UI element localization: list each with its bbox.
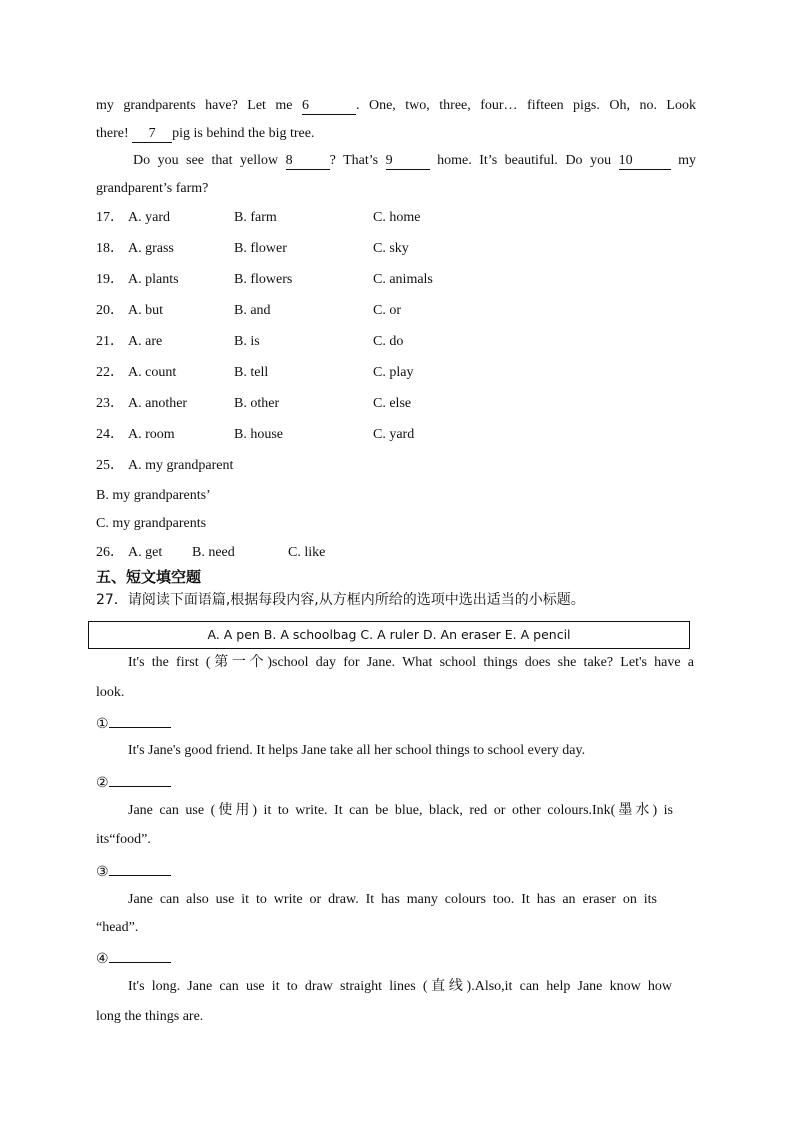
circled-number: ② [96, 776, 109, 791]
passage-text: Do you see that yellow [133, 153, 286, 168]
passage-line-1 [96, 97, 696, 115]
passage-text: my [670, 153, 696, 168]
option-a: A. get [128, 545, 163, 560]
option-c: C. animals [373, 272, 433, 287]
option-a: A. plants [128, 272, 179, 287]
blank-10: 10 [619, 153, 671, 170]
option-c: C. my grandparents [96, 516, 207, 531]
reading-paragraph-4-line-2: long the things are. [96, 1009, 204, 1024]
question-number: 26． [96, 545, 124, 560]
option-a: A. are [128, 334, 163, 349]
circled-number: ③ [96, 865, 109, 880]
question-number: 23． [96, 396, 124, 411]
answer-underline[interactable] [109, 948, 171, 963]
circled-number: ④ [96, 952, 109, 967]
option-b: B. need [192, 545, 235, 560]
answer-blank-3[interactable] [96, 861, 171, 882]
option-a: A. my grandparent [128, 458, 234, 473]
option-b: B. and [234, 303, 271, 318]
passage-text: home. It’s beautiful. Do you [429, 153, 619, 168]
question-number: 22． [96, 365, 124, 380]
passage-line-4: grandparent’s farm? [96, 181, 209, 196]
option-a: A. room [128, 427, 175, 442]
blank-9: 9 [386, 153, 430, 170]
reading-paragraph-1: It's Jane's good friend. It helps Jane take all her school things to school every day. [128, 743, 586, 758]
option-b: B. my grandparents’ [96, 488, 211, 503]
passage-text: ? That’s [329, 153, 386, 168]
options-box: A. A pen B. A schoolbag C. A ruler D. An eraser E. A pencil [88, 621, 690, 649]
question-number: 24． [96, 427, 124, 442]
option-b: B. other [234, 396, 280, 411]
answer-blank-2[interactable] [96, 772, 171, 793]
blank-6: 6 [302, 98, 356, 115]
section-instruction: 27．请阅读下面语篇,根据每段内容,从方框内所给的选项中选出适当的小标题。 [96, 592, 585, 608]
passage-line-3 [133, 152, 696, 170]
reading-paragraph-2-line-2: its“food”. [96, 832, 151, 847]
passage-text: . One, two, three, four… fifteen pigs. Oh, no. Look [356, 98, 696, 113]
option-b: B. flower [234, 241, 287, 256]
question-number: 21． [96, 334, 124, 349]
reading-intro-line-2: look. [96, 685, 125, 700]
reading-paragraph-3-line-2: “head”. [96, 920, 139, 935]
option-a: A. but [128, 303, 163, 318]
passage-text: there! [96, 126, 133, 141]
blank-8: 8 [286, 153, 330, 170]
passage-text: pig is behind the big tree. [172, 126, 315, 141]
option-c: C. or [373, 303, 401, 318]
option-b: B. house [234, 427, 283, 442]
option-c: C. else [373, 396, 412, 411]
question-number: 20． [96, 303, 124, 318]
option-a: A. count [128, 365, 177, 380]
answer-underline[interactable] [109, 861, 171, 876]
reading-intro-line-1: It's the first (第一个)school day for Jane. What school things does she take? Let's have a [128, 655, 694, 670]
question-number: 17． [96, 210, 124, 225]
passage-text: my grandparents have? Let me [96, 98, 302, 113]
answer-blank-1[interactable] [96, 713, 171, 734]
reading-paragraph-3-line-1: Jane can also use it to write or draw. It has many colours too. It has an eraser on its [128, 892, 657, 907]
answer-underline[interactable] [109, 713, 171, 728]
option-b: B. flowers [234, 272, 293, 287]
option-a: A. yard [128, 210, 170, 225]
option-c: C. sky [373, 241, 409, 256]
section-title: 五、短文填空题 [96, 568, 202, 586]
reading-paragraph-4-line-1: It's long. Jane can use it to draw straight lines (直线).Also,it can help Jane know how [128, 979, 672, 994]
reading-paragraph-2-line-1: Jane can use (使用) it to write. It can be blue, black, red or other colours.Ink(墨水) is [128, 803, 673, 818]
question-number: 18． [96, 241, 124, 256]
blank-7: 7 [132, 126, 172, 143]
option-b: B. farm [234, 210, 277, 225]
answer-blank-4[interactable] [96, 948, 171, 969]
passage-line-2 [96, 125, 314, 143]
option-c: C. do [373, 334, 404, 349]
option-b: B. tell [234, 365, 269, 380]
option-c: C. yard [373, 427, 415, 442]
option-a: A. grass [128, 241, 174, 256]
option-b: B. is [234, 334, 260, 349]
circled-number: ① [96, 717, 109, 732]
option-c: C. play [373, 365, 414, 380]
option-a: A. another [128, 396, 188, 411]
answer-underline[interactable] [109, 772, 171, 787]
question-number: 25． [96, 458, 124, 473]
option-c: C. home [373, 210, 421, 225]
option-c: C. like [288, 545, 326, 560]
question-number: 19． [96, 272, 124, 287]
